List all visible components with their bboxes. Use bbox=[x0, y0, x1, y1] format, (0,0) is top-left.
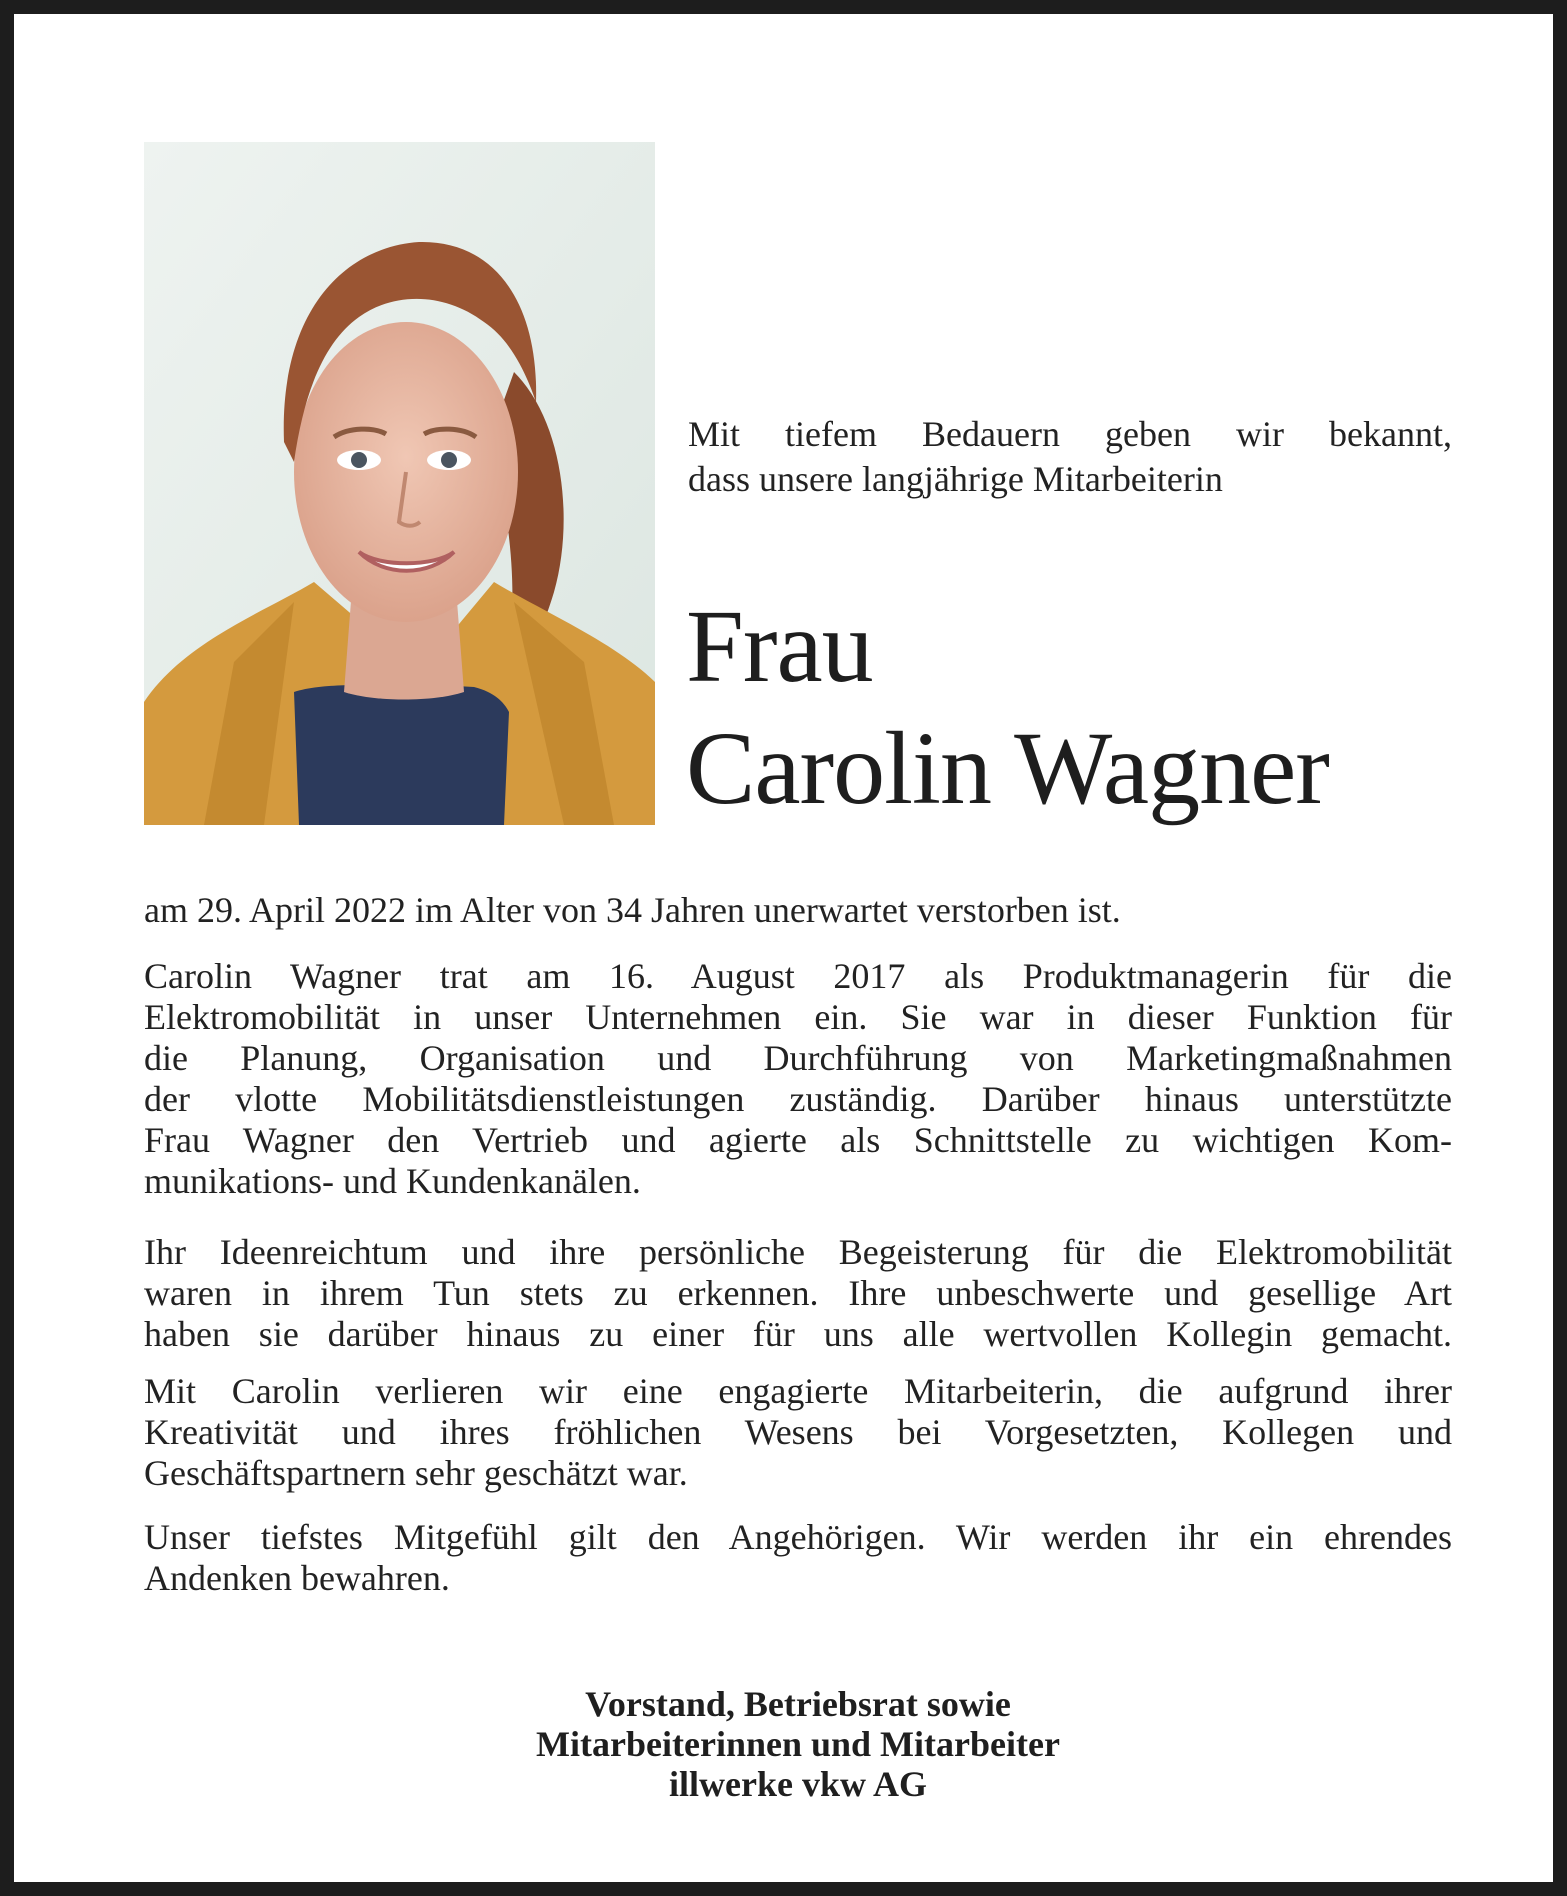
portrait-photo bbox=[144, 142, 655, 825]
loss-paragraph bbox=[144, 1371, 1452, 1494]
signature-company: illwerke vkw AG bbox=[669, 1764, 927, 1804]
paragraph-line: waren in ihrem Tun stets zu erkennen. Ihre unbeschwerte und gesellige Art bbox=[144, 1273, 1452, 1313]
signature-line: Mitarbeiterinnen und Mitarbeiter bbox=[536, 1724, 1060, 1764]
announcement-intro bbox=[688, 412, 1452, 502]
paragraph-line: Kreativität und ihres fröhlichen Wesens bei Vorgesetzten, Kollegen und bbox=[144, 1412, 1452, 1452]
deceased-name bbox=[686, 586, 1486, 830]
signature-line: Vorstand, Betriebsrat sowie bbox=[585, 1684, 1011, 1724]
paragraph-line: Geschäftspartnern sehr geschätzt war. bbox=[144, 1453, 688, 1493]
paragraph-line: Ihr Ideenreichtum und ihre persönliche Begeisterung für die Elektromobilität bbox=[144, 1232, 1452, 1272]
name-full: Carolin Wagner bbox=[686, 711, 1329, 826]
paragraph-line: die Planung, Organisation und Durchführung von Marketingmaßnahmen bbox=[144, 1038, 1452, 1078]
condolence-paragraph bbox=[144, 1517, 1452, 1599]
paragraph-line: der vlotte Mobilitätsdienstleistungen zuständig. Darüber hinaus unterstützte bbox=[144, 1079, 1452, 1119]
intro-line: dass unsere langjährige Mitarbeiterin bbox=[688, 459, 1223, 499]
name-title: Frau bbox=[686, 589, 873, 704]
paragraph-line: Andenken bewahren. bbox=[144, 1558, 450, 1598]
paragraph-line: munikations- und Kundenkanälen. bbox=[144, 1161, 641, 1201]
signature-block bbox=[144, 1684, 1452, 1804]
intro-line: Mit tiefem Bedauern geben wir bekannt, bbox=[688, 414, 1452, 454]
death-statement bbox=[144, 890, 1452, 931]
paragraph-line: haben sie darüber hinaus zu einer für uns alle wertvollen Kollegin gemacht. bbox=[144, 1314, 1452, 1354]
paragraph-line: Unser tiefstes Mitgefühl gilt den Angehörigen. Wir werden ihr ein ehrendes bbox=[144, 1517, 1452, 1557]
paragraph-line: am 29. April 2022 im Alter von 34 Jahren unerwartet verstorben ist. bbox=[144, 890, 1121, 930]
paragraph-line: Frau Wagner den Vertrieb und agierte als Schnittstelle zu wichtigen Kom- bbox=[144, 1120, 1452, 1160]
paragraph-line: Mit Carolin verlieren wir eine engagierte Mitarbeiterin, die aufgrund ihrer bbox=[144, 1371, 1452, 1411]
paragraph-line: Carolin Wagner trat am 16. August 2017 als Produktmanagerin für die bbox=[144, 956, 1452, 996]
career-paragraph bbox=[144, 956, 1452, 1202]
paragraph-line: Elektromobilität in unser Unternehmen ein. Sie war in dieser Funktion für bbox=[144, 997, 1452, 1037]
character-paragraph bbox=[144, 1232, 1452, 1355]
